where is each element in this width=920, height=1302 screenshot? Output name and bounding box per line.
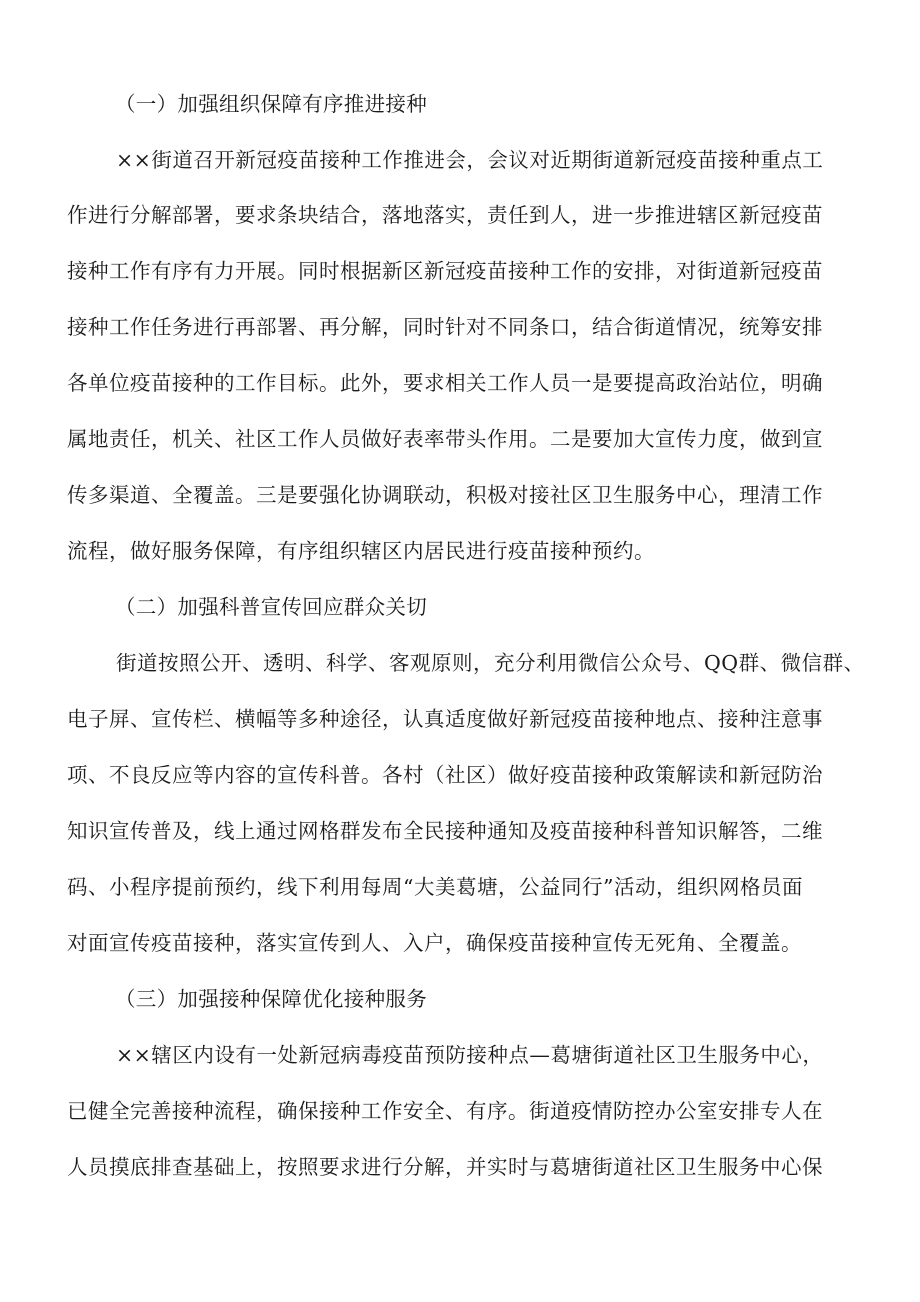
paragraph-line: ××街道召开新冠疫苗接种工作推进会，会议对近期街道新冠疫苗接种重点工 bbox=[116, 148, 824, 172]
paragraph-line: 项、不良反应等内容的宣传科普。各村（社区）做好疫苗接种政策解读和新冠防治 bbox=[67, 763, 823, 787]
section-heading-3: （三）加强接种保障优化接种服务 bbox=[115, 987, 427, 1011]
section-heading-2: （二）加强科普宣传回应群众关切 bbox=[115, 595, 427, 619]
paragraph-line: 码、小程序提前预约，线下利用每周“大美葛塘，公益同行”活动，组织网格员面 bbox=[67, 875, 803, 899]
paragraph-line: 传多渠道、全覆盖。三是要强化协调联动，积极对接社区卫生服务中心，理清工作 bbox=[67, 483, 823, 507]
paragraph-line: 人员摸底排查基础上，按照要求进行分解，并实时与葛塘街道社区卫生服务中心保 bbox=[67, 1155, 823, 1179]
paragraph-line: 街道按照公开、透明、科学、客观原则，充分利用微信公众号、QQ群、微信群、 bbox=[116, 651, 865, 675]
paragraph-line: 接种工作任务进行再部署、再分解，同时针对不同条口，结合街道情况，统筹安排 bbox=[67, 315, 823, 339]
paragraph-line: 属地责任，机关、社区工作人员做好表率带头作用。二是要加大宣传力度，做到宣 bbox=[67, 427, 823, 451]
paragraph-line: 知识宣传普及，线上通过网格群发布全民接种通知及疫苗接种科普知识解答，二维 bbox=[67, 819, 823, 843]
section-heading-1: （一）加强组织保障有序推进接种 bbox=[115, 92, 427, 116]
paragraph-line: 流程，做好服务保障，有序组织辖区内居民进行疫苗接种预约。 bbox=[67, 539, 655, 563]
paragraph-line: 电子屏、宣传栏、横幅等多种途径，认真适度做好新冠疫苗接种地点、接种注意事 bbox=[67, 707, 823, 731]
paragraph-line: 作进行分解部署，要求条块结合，落地落实，责任到人，进一步推进辖区新冠疫苗 bbox=[67, 203, 823, 227]
paragraph-line: 已健全完善接种流程，确保接种工作安全、有序。街道疫情防控办公室安排专人在 bbox=[67, 1099, 823, 1123]
paragraph-line: ××辖区内设有一处新冠病毒疫苗预防接种点—葛塘街道社区卫生服务中心， bbox=[116, 1043, 824, 1067]
paragraph-line: 接种工作有序有力开展。同时根据新区新冠疫苗接种工作的安排，对街道新冠疫苗 bbox=[67, 259, 823, 283]
paragraph-line: 对面宣传疫苗接种，落实宣传到人、入户，确保疫苗接种宣传无死角、全覆盖。 bbox=[67, 931, 802, 955]
paragraph-line: 各单位疫苗接种的工作目标。此外，要求相关工作人员一是要提高政治站位，明确 bbox=[67, 371, 823, 395]
